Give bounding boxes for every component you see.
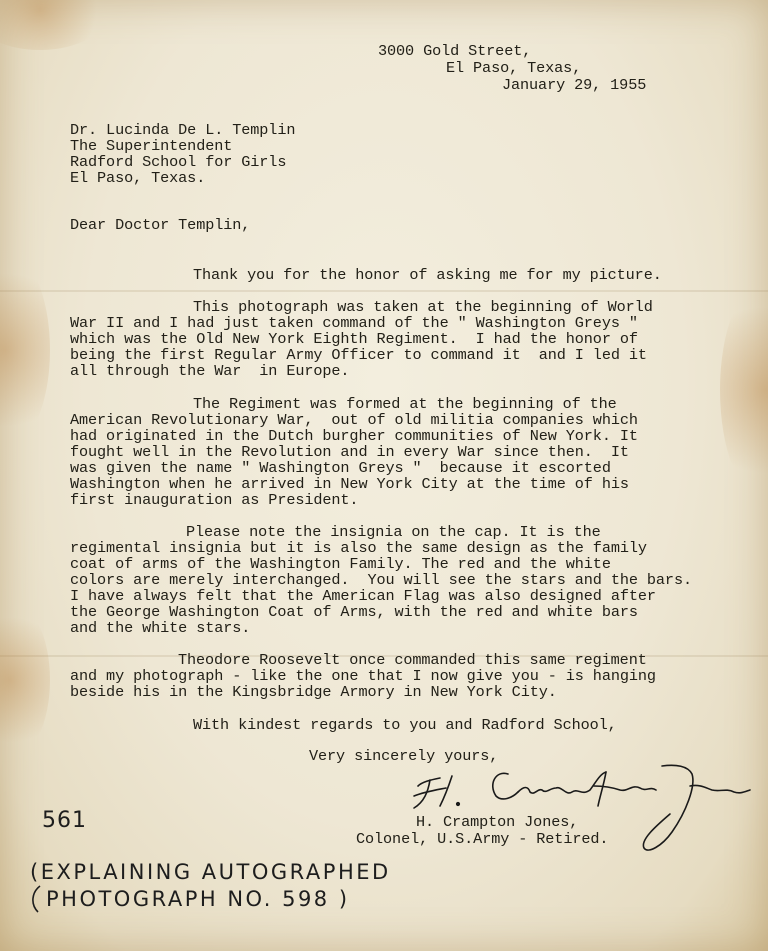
body-line: which was the Old New York Eighth Regiment. I had the honor of (70, 330, 638, 348)
age-stain (720, 280, 768, 500)
signature-title: Colonel, U.S.Army - Retired. (356, 830, 609, 848)
body-line: The Regiment was formed at the beginning of the (193, 395, 617, 413)
body-line: coat of arms of the Washington Family. The red and the white (70, 555, 611, 573)
age-stain (0, 0, 110, 50)
sender-street: 3000 Gold Street, (378, 42, 532, 60)
signature-stroke (457, 803, 460, 806)
signature-stroke (690, 785, 750, 792)
handwritten-note-line: (EXPLAINING AUTOGRAPHED (30, 860, 391, 884)
letter-date: January 29, 1955 (502, 76, 647, 94)
recipient-line: Radford School for Girls (70, 153, 287, 171)
body-line: beside his in the Kingsbridge Armory in New York City. (70, 683, 557, 701)
body-line: fought well in the Revolution and in every War since then. It (70, 443, 629, 461)
recipient-line: Dr. Lucinda De L. Templin (70, 121, 296, 139)
signature-stroke (440, 776, 452, 806)
body-line: Theodore Roosevelt once commanded this same regiment (178, 651, 647, 669)
body-line: and my photograph - like the one that I now give you - is hanging (70, 667, 656, 685)
body-line: all through the War in Europe. (70, 362, 350, 380)
body-line: Washington when he arrived in New York City at the time of his (70, 475, 629, 493)
signature-stroke (594, 786, 656, 790)
signature-name: H. Crampton Jones, (416, 813, 579, 831)
signature-stroke (643, 765, 693, 850)
age-stain (0, 600, 50, 760)
salutation: Dear Doctor Templin, (70, 216, 251, 234)
signature-stroke (518, 772, 606, 793)
body-line: Thank you for the honor of asking me for my picture. (193, 266, 662, 284)
body-line: the George Washington Coat of Arms, with the red and white bars (70, 603, 638, 621)
body-line: and the white stars. (70, 619, 251, 637)
body-line: I have always felt that the American Flag was also designed after (70, 587, 656, 605)
age-stain (0, 250, 50, 450)
recipient-line: El Paso, Texas. (70, 169, 206, 187)
body-line: was given the name " Washington Greys " because it escorted (70, 459, 611, 477)
body-line: This photograph was taken at the beginning of World (193, 298, 653, 316)
body-line: Please note the insignia on the cap. It is the (186, 523, 601, 541)
handwritten-number: 561 (42, 808, 87, 833)
closing-line: Very sincerely yours, (309, 747, 499, 765)
signature-stroke (493, 773, 518, 799)
paper-fold (0, 290, 768, 292)
recipient-line: The Superintendent (70, 137, 233, 155)
body-line: regimental insignia but it is also the same design as the family (70, 539, 647, 557)
body-line: War II and I had just taken command of the " Washington Greys " (70, 314, 638, 332)
regards-line: With kindest regards to you and Radford School, (193, 716, 617, 734)
handwritten-paren (26, 884, 46, 914)
body-line: being the first Regular Army Officer to command it and I led it (70, 346, 647, 364)
body-line: first inauguration as President. (70, 491, 359, 509)
handwritten-note-line: PHOTOGRAPH NO. 598 ) (46, 887, 350, 911)
signature-stroke (414, 788, 446, 796)
body-line: had originated in the Dutch burgher communities of New York. It (70, 427, 638, 445)
body-line: American Revolutionary War, out of old militia companies which (70, 411, 638, 429)
body-line: colors are merely interchanged. You will see the stars and the bars. (70, 571, 692, 589)
sender-city: El Paso, Texas, (446, 59, 582, 77)
